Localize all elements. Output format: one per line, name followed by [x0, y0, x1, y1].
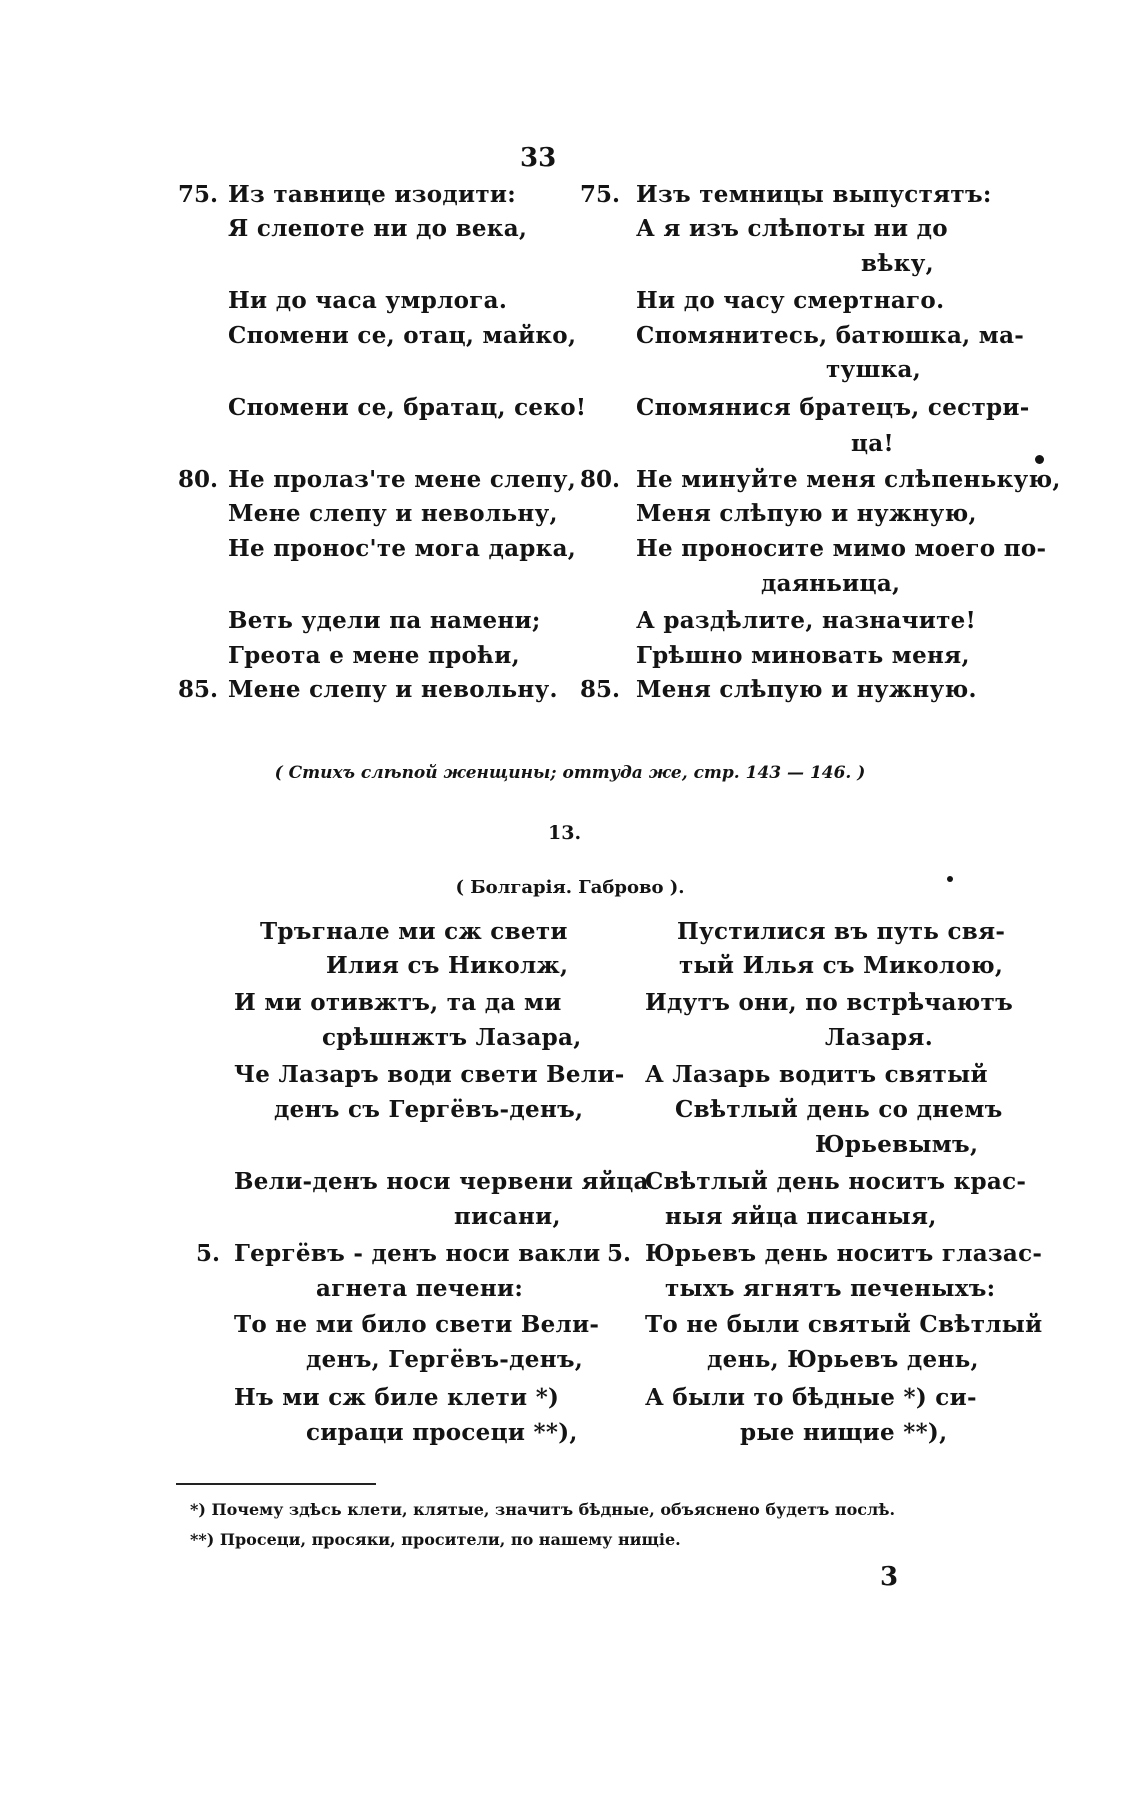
line-number: 5.	[607, 1240, 632, 1267]
verse-line: Тръгнале ми сж свети	[260, 918, 568, 945]
verse-line: Не пролаз'те мене слепу,	[228, 466, 577, 493]
page-number: 33	[520, 143, 557, 173]
line-number: 75.	[580, 181, 621, 208]
verse-line: Я слепоте ни до века,	[228, 215, 528, 242]
line-number: 80.	[580, 466, 621, 493]
verse-line: Юрьевымъ,	[815, 1131, 979, 1158]
verse-line: Мене слепу и невольну.	[228, 676, 558, 703]
footnote-rule	[176, 1483, 376, 1485]
verse-line: Ни до часу смертнаго.	[636, 287, 945, 314]
footnote-1: *) Почему здѣсь клети, клятые, значитъ бѣдные, объяснено будетъ послѣ.	[190, 1500, 896, 1519]
verse-line: А были то бѣдные *) си-	[645, 1384, 977, 1411]
verse-line: Идутъ они, по встрѣчаютъ	[645, 989, 1014, 1016]
verse-line: тый Илья съ Миколою,	[679, 952, 1004, 979]
place-heading: ( Болгарія. Габрово ).	[455, 877, 685, 898]
verse-line: Лазаря.	[825, 1024, 934, 1051]
verse-line: Спомянитесь, батюшка, ма-	[636, 322, 1025, 349]
verse-line: Не минуйте меня слѣпенькую,	[636, 466, 1061, 493]
verse-line: То не были святый Свѣтлый	[645, 1311, 1043, 1338]
verse-line: агнета печени:	[316, 1275, 524, 1302]
verse-line: То не ми било свети Вели-	[234, 1311, 600, 1338]
verse-line: Гергёвъ - денъ носи вакли	[234, 1240, 601, 1267]
verse-line: Из тавнице изодити:	[228, 181, 517, 208]
verse-line: А я изъ слѣпоты ни до	[636, 215, 948, 242]
verse-line: Меня слѣпую и нужную.	[636, 676, 977, 703]
ink-speck	[1035, 455, 1044, 464]
verse-line: Грѣшно миновать меня,	[636, 642, 970, 669]
verse-line: А Лазарь водитъ святый	[645, 1061, 988, 1088]
verse-line: Спомени се, братац, секо!	[228, 394, 587, 421]
line-number: 85.	[178, 676, 219, 703]
verse-line: Свѣтлый день со днемъ	[675, 1096, 1003, 1123]
line-number: 80.	[178, 466, 219, 493]
verse-line: А раздѣлите, назначите!	[636, 607, 977, 634]
verse-line: Не пронос'те мога дарка,	[228, 535, 577, 562]
verse-line: Илия съ Николж,	[326, 952, 569, 979]
verse-line: Изъ темницы выпустятъ:	[636, 181, 992, 208]
verse-line: И ми отивжтъ, та да ми	[234, 989, 562, 1016]
verse-line: Свѣтлый день носитъ крас-	[645, 1168, 1027, 1195]
line-number: 5.	[196, 1240, 221, 1267]
verse-line: даяньица,	[761, 570, 901, 597]
line-number: 75.	[178, 181, 219, 208]
verse-line: Вели-денъ носи червени яйца	[234, 1168, 649, 1195]
verse-line: ныя яйца писаныя,	[665, 1203, 937, 1230]
verse-line: срѣшнжтъ Лазара,	[322, 1024, 582, 1051]
verse-line: писани,	[454, 1203, 561, 1230]
verse-line: сираци просеци **),	[306, 1419, 578, 1446]
verse-line: Веть удели па намени;	[228, 607, 541, 634]
verse-line: Пустилися въ путь свя-	[677, 918, 1006, 945]
footnote-2: **) Просеци, просяки, просители, по нашему нищіе.	[190, 1530, 681, 1549]
verse-line: Спомянися братецъ, сестри-	[636, 394, 1030, 421]
verse-line: Нъ ми сж биле клети *)	[234, 1384, 560, 1411]
verse-line: Спомени се, отац, майко,	[228, 322, 577, 349]
verse-line: Мене слепу и невольну,	[228, 500, 558, 527]
verse-line: тушка,	[826, 356, 922, 383]
verse-line: ца!	[851, 430, 894, 457]
verse-line: тыхъ ягнятъ печеныхъ:	[665, 1275, 996, 1302]
verse-line: денъ съ Гергёвъ-денъ,	[274, 1096, 584, 1123]
signature-mark: 3	[880, 1562, 899, 1592]
verse-line: Юрьевъ день носитъ глазас-	[645, 1240, 1043, 1267]
verse-line: Меня слѣпую и нужную,	[636, 500, 977, 527]
verse-line: рые нищие **),	[740, 1419, 948, 1446]
section-number: 13.	[548, 822, 582, 844]
verse-line: день, Юрьевъ день,	[707, 1346, 979, 1373]
line-number: 85.	[580, 676, 621, 703]
ink-speck	[947, 876, 953, 882]
verse-line: Ни до часа умрлога.	[228, 287, 508, 314]
verse-line: Греота е мене проћи,	[228, 642, 520, 669]
verse-line: денъ, Гергёвъ-денъ,	[306, 1346, 584, 1373]
verse-line: Не проносите мимо моего по-	[636, 535, 1047, 562]
verse-line: Че Лазаръ води свети Вели-	[234, 1061, 625, 1088]
verse-line: вѣку,	[861, 250, 934, 277]
source-caption: ( Стихъ слѣпой женщины; оттуда же, стр. 143 — 146. )	[274, 763, 866, 783]
